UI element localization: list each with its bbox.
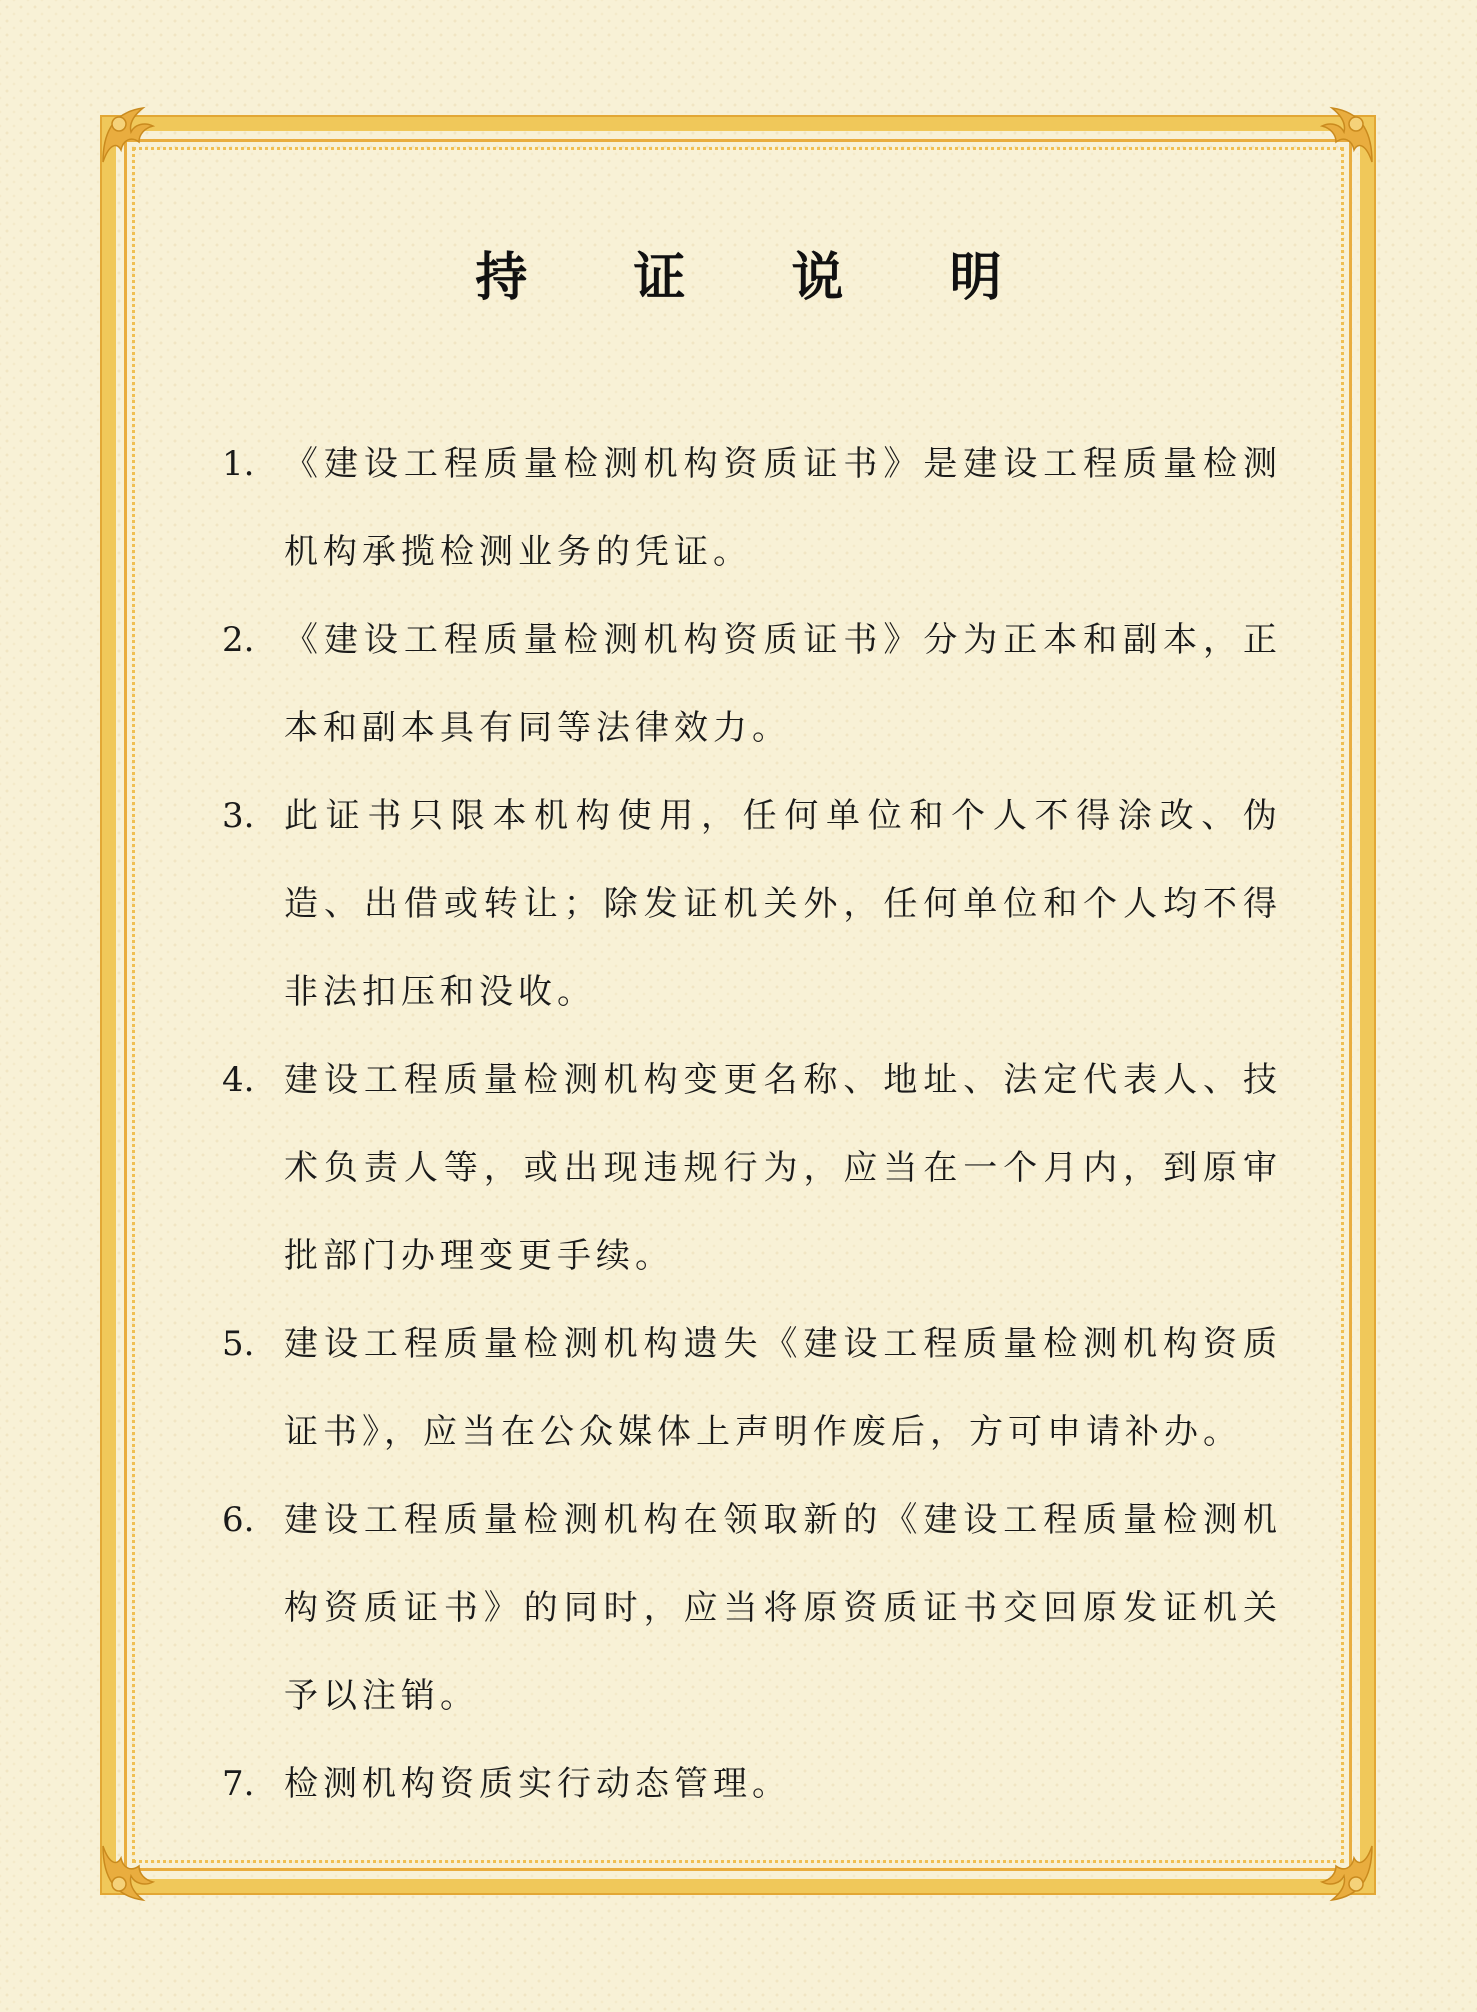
instruction-list — [222, 420, 1282, 1828]
list-item — [222, 420, 1282, 596]
list-item — [222, 1300, 1282, 1476]
item-number: 6. — [222, 1500, 255, 1540]
item-text: 建设工程质量检测机构遗失《建设工程质量检测机构资质证书》，应当在公众媒体上声明作废后，方可申请补办。 — [284, 1324, 1282, 1452]
item-number: 3. — [222, 796, 255, 836]
item-text: 《建设工程质量检测机构资质证书》是建设工程质量检测机构承揽检测业务的凭证。 — [284, 444, 1282, 572]
list-item — [222, 1476, 1282, 1740]
item-text: 检测机构资质实行动态管理。 — [284, 1764, 791, 1804]
item-number: 4. — [222, 1060, 255, 1100]
corner-ornament-icon — [1310, 100, 1380, 170]
corner-ornament-icon — [1310, 1838, 1380, 1908]
item-number: 5. — [222, 1324, 255, 1364]
item-number: 1. — [222, 444, 255, 484]
list-item — [222, 596, 1282, 772]
item-text: 建设工程质量检测机构变更名称、地址、法定代表人、技术负责人等，或出现违规行为，应当在一个月内，到原审批部门办理变更手续。 — [284, 1060, 1282, 1276]
item-text: 建设工程质量检测机构在领取新的《建设工程质量检测机构资质证书》的同时，应当将原资质证书交回原发证机关予以注销。 — [284, 1500, 1282, 1716]
list-item — [222, 772, 1282, 1036]
item-number: 7. — [222, 1764, 255, 1804]
item-text: 此证书只限本机构使用，任何单位和个人不得涂改、伪造、出借或转让；除发证机关外，任何单位和个人均不得非法扣压和没收。 — [284, 796, 1282, 1012]
corner-ornament-icon — [95, 100, 165, 170]
list-item — [222, 1036, 1282, 1300]
page-title: 持 证 说 明 — [475, 248, 1046, 308]
item-text: 《建设工程质量检测机构资质证书》分为正本和副本，正本和副本具有同等法律效力。 — [284, 620, 1282, 748]
item-number: 2. — [222, 620, 255, 660]
list-item — [222, 1740, 1282, 1828]
corner-ornament-icon — [95, 1838, 165, 1908]
